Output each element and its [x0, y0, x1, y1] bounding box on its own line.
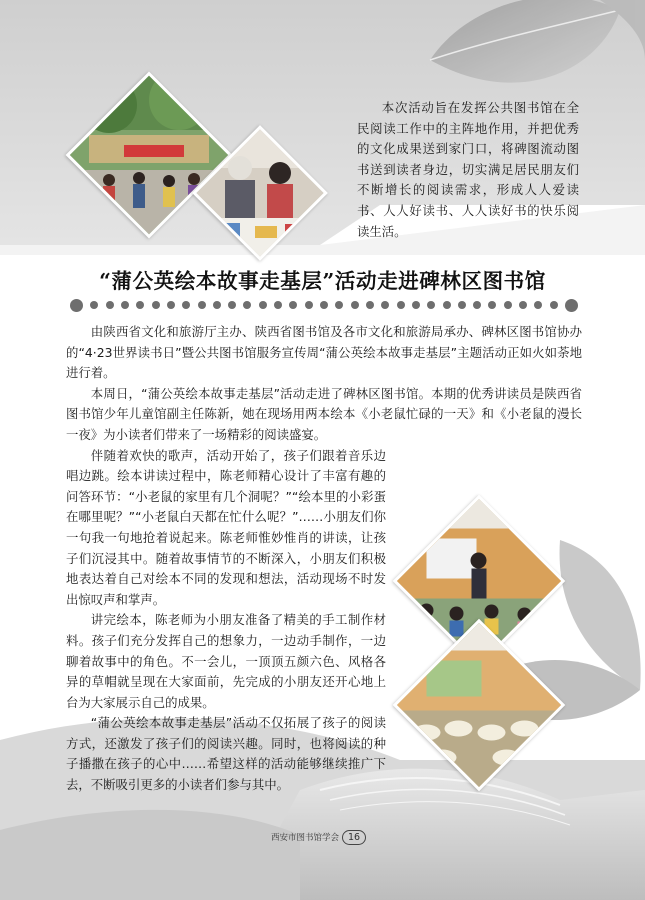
article-title: “蒲公英绘本故事走基层”活动走进碑林区图书馆 [99, 269, 546, 293]
paragraph-3: 伴随着欢快的歌声，活动开始了，孩子们跟着音乐边唱边跳。绘本讲读过程中，陈老师精心设计了丰富有趣的问答环节：“小老鼠的家里有几个洞呢？”“绘本里的小彩蛋在哪里呢？”“小老鼠白天都在忙什么呢？”……小朋友们你一句我一句地抢着说起来。陈老师惟妙惟肖的讲读，让孩子们沉浸其中。随着故事情节的不断深入，小朋友们积极地表达着自己对绘本不同的发现和想法，活动现场不时发出惊叹声和掌声。 [66, 447, 386, 607]
page-footer [271, 829, 366, 845]
paragraph-1: 由陕西省文化和旅游厅主办、陕西省图书馆及各市文化和旅游局承办、碑林区图书馆协办的“4·23世界读书日”暨公共图书馆服务宣传周“蒲公英绘本故事走基层”主题活动正如火如荼地进行着。 [66, 324, 582, 381]
page-number: 16 [342, 830, 366, 845]
intro-paragraph: 本次活动旨在发挥公共图书馆在全民阅读工作中的主阵地作用，并把优秀的文化成果送到家门口，将碑图流动图书送到读者身边，切实满足居民朋友们不断增长的阅读需求，形成人人爱读书、人人好读书、人人读好书的快乐阅读生活。 [357, 100, 579, 239]
paragraph-5: “蒲公英绘本故事走基层”活动不仅拓展了孩子的阅读方式，还激发了孩子们的阅读兴趣。同时，也将阅读的种子播撒在孩子的心中……希望这样的活动能够继续推广下去，不断吸引更多的小读者们参与其中。 [66, 715, 386, 793]
paragraph-2: 本周日，“蒲公英绘本故事走基层”活动走进了碑林区图书馆。本期的优秀讲读员是陕西省图书馆少年儿童馆副主任陈新，她在现场用两本绘本《小老鼠忙碌的一天》和《小老鼠的漫长一夜》为小读者们带来了一场精彩的阅读盛宴。 [66, 385, 582, 442]
paragraph-4: 讲完绘本，陈老师为小朋友准备了精美的手工制作材料。孩子们充分发挥自己的想象力，一边动手制作，一边聊着故事中的角色。不一会儿，一顶顶五颜六色、风格各异的草帽就呈现在大家面前，先完成的小朋友还开心地上台为大家展示自己的成果。 [66, 612, 386, 710]
dotted-divider [70, 297, 578, 313]
footer-organization: 西安市图书馆学会 [271, 833, 340, 843]
article-body [66, 322, 582, 796]
